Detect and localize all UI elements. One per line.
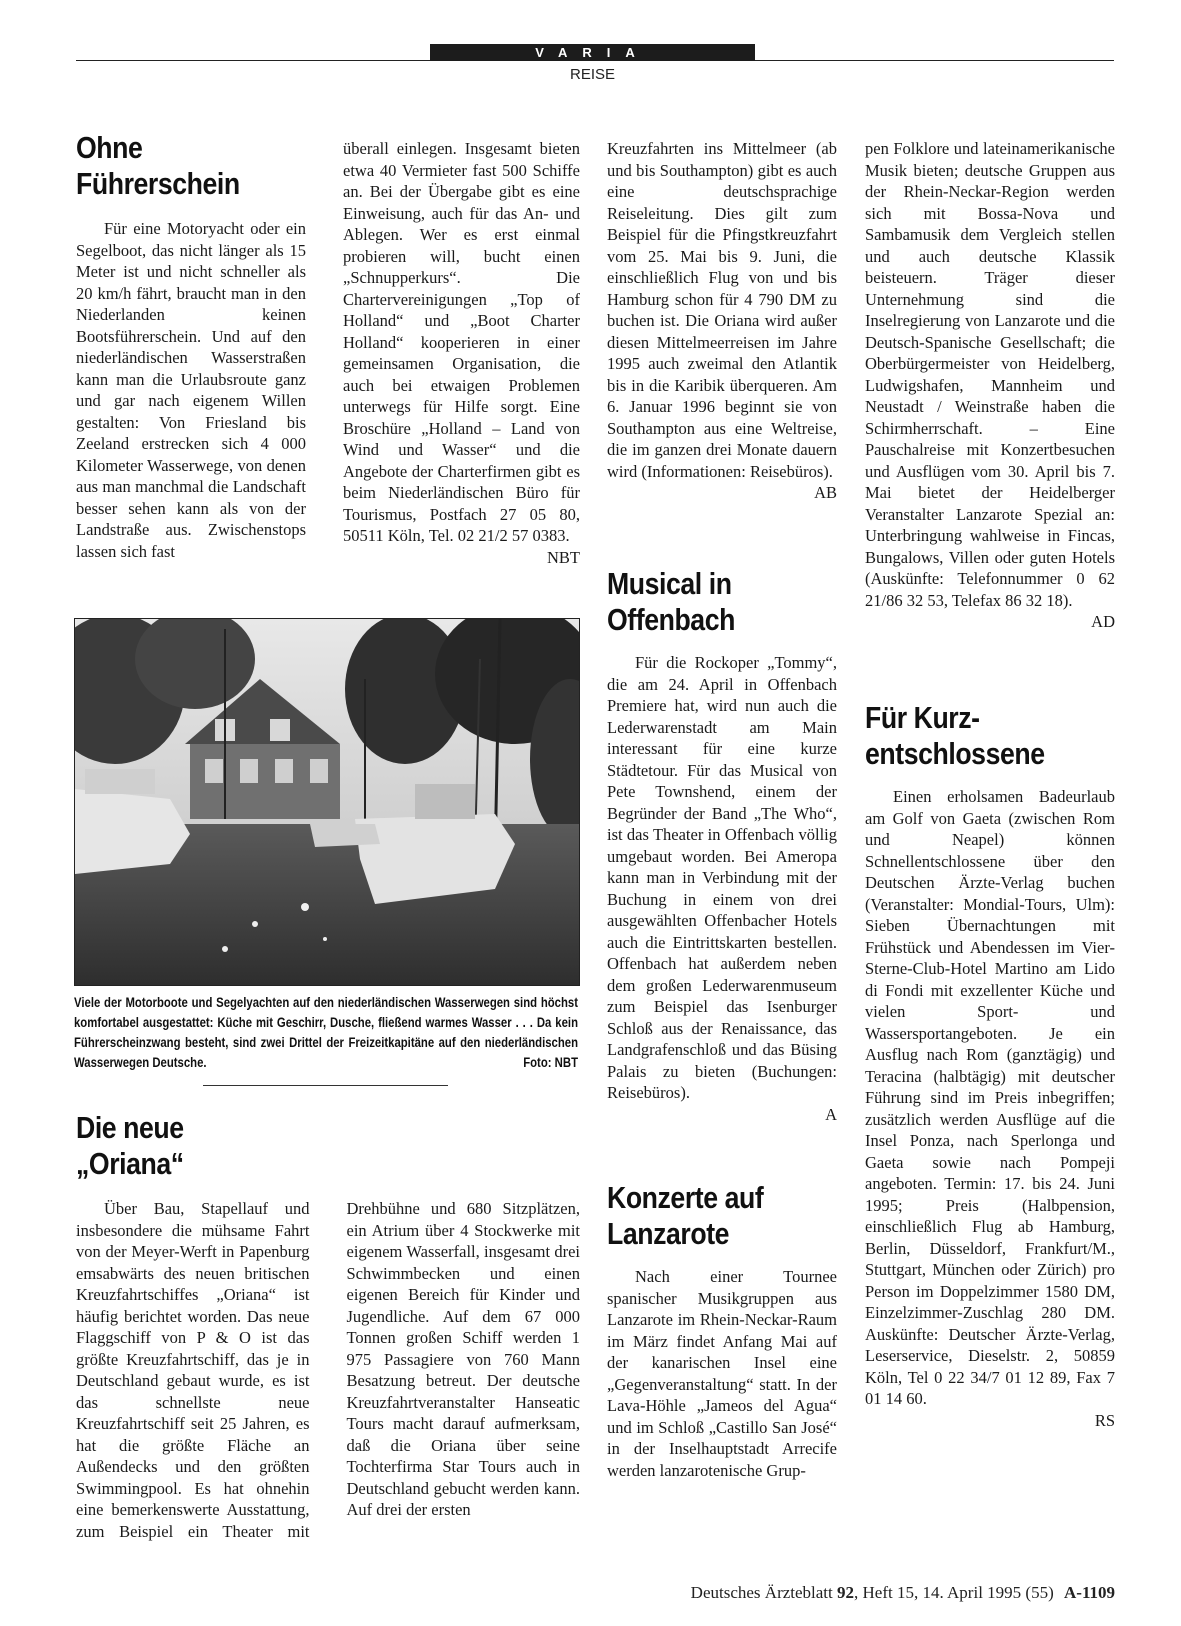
article-body: Kreuzfahrten ins Mittelmeer (ab und bis Southampton) gibt es auch eine deutschsprachige Reiseleitung. Dies gilt zum Beispiel für die Pfingstkreuzfahrt vom 25. Mai bis 9. Juni, die einschließlich Flug von und bis Hamburg schon für 4 790 DM zu buchen ist. Die Oriana wird außer diesen Mittelmeerreisen im Jahre 1995 auch zweimal den Atlantik bis in die Karibik überqueren. Am 6. Januar 1996 beginnt sie von Southampton aus eine Weltreise, die im ganzen drei Monate dauern wird (Informationen: Reisebüros). bbox=[607, 139, 837, 481]
article-oriana-body bbox=[76, 1198, 580, 1543]
article-title: Für Kurz- entschlossene bbox=[865, 700, 1045, 771]
harbor-photo-image bbox=[75, 619, 579, 985]
article-signature: AB bbox=[814, 483, 837, 502]
article-title: Konzerte auf Lanzarote bbox=[607, 1180, 764, 1251]
page-number: A-1109 bbox=[1064, 1583, 1115, 1602]
article-konzerte-col4 bbox=[865, 138, 1115, 633]
article-musical bbox=[607, 566, 837, 1125]
article-kurzentschlossene bbox=[865, 700, 1115, 1431]
journal-volume: 92 bbox=[837, 1583, 855, 1602]
article-body: Für die Rockoper „Tommy“, die am 24. April in Offenbach Premiere hat, wird nun auch die Lederwarenstadt am Main interessant für eine kurze Städtetour. Für das Musical von Pete Townshend, einem der Begründer der Band „The Who“, ist das Theater in Offenbach völlig umgebaut worden. Bei Ameropa kann man in Verbindung mit der Buchung in einem von drei ausgewählten Offenbacher Hotels auch die Eintrittskarten bestellen. Offenbach hat außerdem neben dem großen Lederwarenmuseum zum Beispiel das Isenburger Schloß aus der Renaissance, das Landgrafenschloß und das Büsing Palais zu bieten (Buchungen: Reisebüros). bbox=[607, 653, 837, 1102]
journal-issue: , Heft 15, 14. April 1995 (55) bbox=[854, 1583, 1054, 1602]
article-signature: RS bbox=[1094, 1410, 1115, 1430]
article-oriana-col3 bbox=[607, 138, 837, 504]
photo-caption-block bbox=[74, 993, 578, 1073]
article-signature: NBT bbox=[547, 547, 580, 567]
subsection-label: REISE bbox=[569, 66, 615, 83]
article-konzerte-col3 bbox=[607, 1180, 837, 1481]
article-body: Einen erholsamen Badeurlaub am Golf von Gaeta (zwischen Rom und Neapel) können Schnellentschlossene über den Deutschen Ärzte-Verlag buchen (Veranstalter: Mondial-Tours, Ulm): Sieben Übernachtungen mit Frühstück und Abendessen im Vier-Sterne-Club-Hotel Martino am Lido di Fondi mit exzellenter Küche und vielen Sport- und Wassersportangeboten. Je ein Ausflug nach Rom (ganztägig) und Teracina (halbtägig) mit deutscher Führung sind im Preis inbegriffen; zusätzlich werden Ausflüge auf die Insel Ponza, nach Sperlonga und Gaeta sowie nach Pompeji angeboten. Termin: 17. bis 24. Juni 1995; Preis (Halbpension, einschließlich Flug ab Hamburg, Berlin, Düsseldorf, Frankfurt/M., Stuttgart, München oder Zürich) pro Person im Doppelzimmer 1580 DM, Einzelzimmer-Zuschlag 280 DM. Auskünfte: Deutscher Ärzte-Verlag, Leserservice, Dieselstr. 2, 50859 Köln, Tel 0 22 34/7 01 12 89, Fax 7 01 14 60. bbox=[865, 787, 1115, 1408]
article-signature: AD bbox=[1091, 612, 1115, 631]
article-body: Nach einer Tournee spanischer Musikgruppen aus Lanzarote im Rhein-Neckar-Raum im März findet Anfang Mai auf der kanarischen Insel eine „Gegenveranstaltung“ statt. In der Lava-Höhle „Jameos del Agua“ und im Schloß „Castillo San José“ in der Inselhauptstadt Arrecife werden lanzarotenische Grup- bbox=[607, 1267, 837, 1480]
page-footer bbox=[691, 1583, 1115, 1603]
separator-rule bbox=[203, 1085, 448, 1086]
article-fuehrerschein-col2 bbox=[343, 138, 580, 568]
photo-credit: Foto: NBT bbox=[523, 1055, 578, 1070]
harbor-photo bbox=[74, 618, 580, 986]
section-label: VARIA bbox=[430, 44, 755, 61]
article-title: Ohne Führerschein bbox=[76, 130, 240, 201]
article-body: überall einlegen. Insgesamt bieten etwa 40 Vermieter fast 500 Schiffe an. Bei der Übergabe gibt es eine Einweisung, auch für das An- und Ablegen. Wer es erst einmal probieren will, bucht einen „Schnupperkurs“. Die Chartervereinigungen „Top of Holland“ und „Boot Charter Holland“ kooperieren in einer gemeinsamen Organisation, die auch bei etwaigen Problemen unterwegs für Hilfe sorgt. Eine Broschüre „Holland – Land von Wind und Wasser“ und die Angebote der Charterfirmen gibt es beim Niederländischen Büro für Tourismus, Postfach 27 05 80, 50511 Köln, Tel. 02 21/2 57 0383. NBT bbox=[343, 139, 580, 567]
article-body: Für eine Motoryacht oder ein Segelboot, das nicht länger als 15 Meter ist und nicht schneller als 20 km/h fährt, braucht man in den Niederlanden keinen Bootsführerschein. Und auf den niederländischen Wasserstraßen kann man die Urlaubsroute ganz und gar nach eigenem Willen gestalten: Von Friesland bis Zeeland erstrecken sich 4 000 Kilometer Wasserwege, von denen aus man manchmal die Landschaft besser sehen kann als von der Landstraße aus. Zwischenstops lassen sich fast bbox=[76, 219, 306, 561]
article-title: Musical in Offenbach bbox=[607, 566, 735, 637]
article-body: Über Bau, Stapellauf und insbesondere die mühsame Fahrt von der Meyer-Werft in Papenburg emsabwärts des neuen britischen Kreuzfahrtschiffes „Oriana“ ist häufig berichtet worden. Das neue Flaggschiff von P & O ist das größte Kreuzfahrtschiff, das je in Deutschland gebaut wurde, es ist das schnellste neue Kreuzfahrtschiff seit 25 Jahren, es hat die größte Fläche an Außendecks und den größten Swimmingpool. Es hat ohnehin eine bemerkenswerte Ausstattung, zum Beispiel ein Theater mit Drehbühne und 680 Sitzplätzen, ein Atrium über 4 Stockwerke mit eigenem Wasserfall, insgesamt drei Schwimmbecken und einen eigenen Bereich für Kinder und Jugendliche. Auf dem 67 000 Tonnen großen Schiff werden 1 975 Passagiere von 760 Mann Besatzung betreut. Der deutsche Kreuzfahrtveranstalter Hanseatic Tours macht darauf aufmerksam, daß die Oriana über seine Tochterfirma Star Tours auch in Deutschland gebucht werden kann. Auf drei der ersten bbox=[76, 1199, 580, 1541]
article-oriana-col1 bbox=[76, 1110, 306, 1182]
journal-name: Deutsches Ärzteblatt bbox=[690, 1583, 833, 1602]
article-signature: A bbox=[825, 1104, 837, 1124]
article-fuehrerschein-col1 bbox=[76, 130, 306, 562]
article-body: pen Folklore und lateinamerikanische Musik bieten; deutsche Gruppen aus der Rhein-Neckar-Region werden sich mit Bossa-Nova und Sambamusik dem Vergleich stellen und auch deutsche Klassik beisteuern. Träger dieser Unternehmung sind die Inselregierung von Lanzarote und die Deutsch-Spanische Gesellschaft; die Oberbürgermeister von Heidelberg, Ludwigshafen, Mannheim und Neustadt / Weinstraße haben die Schirmherrschaft. – Eine Pauschalreise mit Konzertbesuchen und Ausflügen vom 30. April bis 7. Mai bietet der Heidelberger Veranstalter Lanzarote Spezial an: Unterbringung wahlweise in Fincas, Bungalows, Villen oder guten Hotels (Auskünfte: Telefonnummer 0 62 21/86 32 53, Telefax 86 32 18). bbox=[865, 139, 1115, 610]
photo-caption: Viele der Motorboote und Segelyachten auf den niederländischen Wasserwegen sind höchst komfortabel ausgestattet: Küche mit Geschirr, Dusche, fließend warmes Wasser . . . Da kein Führerscheinzwang besteht, sind zwei Drittel der Freizeitkapitäne auf den niederländischen Wasserwegen Deutsche. Foto: NBT bbox=[74, 993, 578, 1073]
article-title: Die neue „Oriana“ bbox=[76, 1110, 184, 1181]
